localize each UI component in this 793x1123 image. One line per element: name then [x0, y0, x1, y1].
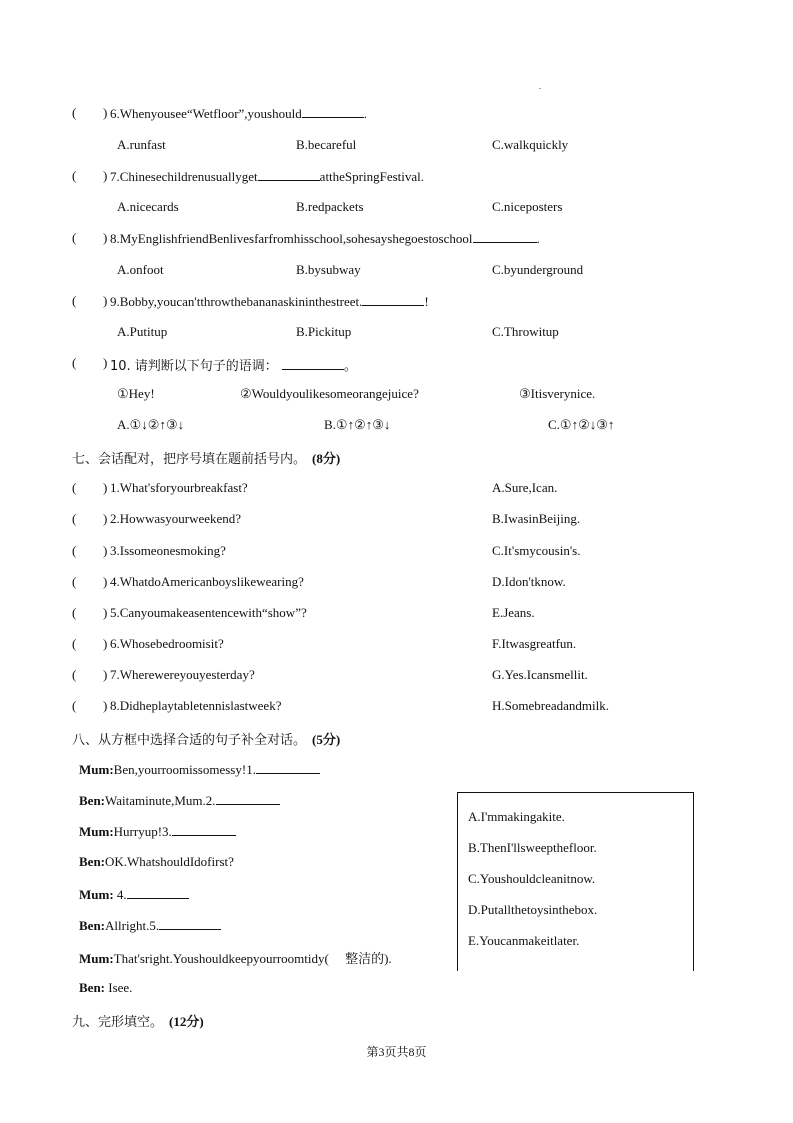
option-a: A.Putitup — [117, 324, 168, 339]
answer-paren-open[interactable]: ( — [72, 605, 77, 620]
answer-paren-close: ) — [103, 667, 108, 682]
dialogue-line — [79, 854, 234, 870]
speaker-label: Mum: — [79, 951, 114, 966]
answer-paren-close: ) — [103, 480, 108, 495]
answer-blank[interactable] — [258, 168, 320, 181]
matching-answer: B.IwasinBeijing. — [492, 511, 581, 526]
answer-paren-close: ) — [103, 574, 108, 589]
speaker-label: Mum: — [79, 762, 114, 777]
matching-question: 7.Wherewereyouyesterday? — [110, 667, 255, 682]
answer-blank[interactable] — [473, 230, 537, 243]
stem-tail: attheSpringFestival. — [319, 169, 425, 184]
answer-paren-open[interactable]: ( — [72, 574, 77, 589]
answer-blank[interactable] — [159, 917, 221, 930]
option-a: A.①↓②↑③↓ — [117, 417, 185, 432]
option-b: B.becareful — [296, 137, 357, 152]
answer-blank[interactable] — [216, 792, 280, 805]
answer-paren-close: ) — [103, 698, 108, 713]
dialogue-line — [79, 917, 221, 934]
sentence-2: ②Wouldyoulikesomeorangejuice? — [240, 386, 419, 401]
question-stem — [110, 293, 429, 310]
box-option-d: D.Putallthetoysinthebox. — [468, 902, 598, 917]
answer-paren-close: ) — [103, 605, 108, 620]
stem-text: 10. 请判断以下句子的语调： — [110, 359, 278, 374]
section-8-heading — [72, 729, 340, 748]
question-stem — [110, 230, 540, 247]
option-c: C.byunderground — [492, 262, 584, 277]
speaker-label: Ben: — [79, 918, 105, 933]
stem-tail: ! — [424, 294, 429, 309]
answer-paren-close: ) — [103, 543, 108, 558]
box-option-e: E.Youcanmakeitlater. — [468, 933, 580, 948]
matching-answer: G.Yes.Icansmellit. — [492, 667, 588, 682]
answer-paren-open[interactable]: ( — [72, 168, 77, 183]
box-option-b: B.ThenI'llsweepthefloor. — [468, 840, 597, 855]
speaker-label: Mum: — [79, 824, 114, 839]
dialogue-line — [79, 761, 320, 778]
answer-blank[interactable] — [362, 293, 424, 306]
option-c: C.walkquickly — [492, 137, 569, 152]
answer-paren-close: ) — [103, 293, 108, 308]
sentence-1: ①Hey! — [117, 386, 155, 401]
matching-question: 1.What'sforyourbreakfast? — [110, 480, 248, 495]
option-b: B.①↑②↑③↓ — [324, 417, 391, 432]
option-box — [457, 792, 694, 971]
option-a: A.onfoot — [117, 262, 164, 277]
answer-blank[interactable] — [256, 761, 320, 774]
answer-paren-open[interactable]: ( — [72, 698, 77, 713]
answer-paren-open[interactable]: ( — [72, 230, 77, 245]
section-9-heading — [72, 1011, 204, 1030]
answer-paren-open[interactable]: ( — [72, 293, 77, 308]
page-footer: 第3页共8页 — [366, 1045, 427, 1059]
section-score: (8分) — [312, 451, 341, 466]
dialogue-line — [79, 823, 236, 840]
stem-tail: . — [536, 231, 540, 246]
question-stem — [110, 105, 367, 122]
stem-tail: . — [363, 106, 367, 121]
answer-paren-open[interactable]: ( — [72, 543, 77, 558]
answer-paren-open[interactable]: ( — [72, 105, 77, 120]
stem-text: 8.MyEnglishfriendBenlivesfarfromhisschool,sohesayshegoestoschool — [110, 231, 473, 246]
answer-paren-close: ) — [103, 636, 108, 651]
sentence-3: ③Itisverynice. — [519, 386, 596, 401]
matching-answer: D.Idon'tknow. — [492, 574, 566, 589]
option-c: C.①↑②↓③↑ — [548, 417, 615, 432]
box-option-a: A.I'mmakingakite. — [468, 809, 565, 824]
stem-tail: 。 — [343, 359, 357, 374]
option-b: B.Pickitup — [296, 324, 352, 339]
section-title: 七、会话配对，把序号填在题前括号内。 — [72, 452, 307, 467]
matching-question: 2.Howwasyourweekend? — [110, 511, 242, 526]
question-stem — [110, 168, 424, 185]
matching-answer: F.Itwasgreatfun. — [492, 636, 577, 651]
option-b: B.redpackets — [296, 199, 364, 214]
option-a: A.nicecards — [117, 199, 179, 214]
answer-paren-open[interactable]: ( — [72, 511, 77, 526]
section-7-heading — [72, 448, 340, 467]
dialogue-text: Hurryup!3. — [113, 824, 172, 839]
dialogue-text: Allright.5. — [105, 918, 160, 933]
dialogue-text: That'sright.Youshouldkeepyourroomtidy( 整洁的). — [113, 951, 392, 966]
matching-question: 5.Canyoumakeasentencewith“show”? — [110, 605, 307, 620]
answer-paren-close: ) — [103, 168, 108, 183]
option-b: B.bysubway — [296, 262, 361, 277]
answer-paren-close: ) — [103, 355, 108, 370]
answer-paren-open[interactable]: ( — [72, 355, 77, 370]
answer-paren-close: ) — [103, 105, 108, 120]
stem-text: 7.Chinesechildrenusuallyget — [110, 169, 258, 184]
dialogue-line — [79, 980, 132, 996]
stem-text: 9.Bobby,youcan'tthrowthebananaskininthestreet. — [110, 294, 363, 309]
stray-dot: . — [539, 82, 541, 91]
speaker-label: Mum: — [79, 887, 114, 902]
speaker-label: Ben: — [79, 793, 105, 808]
matching-question: 4.WhatdoAmericanboyslikewearing? — [110, 574, 304, 589]
matching-answer: C.It'smycousin's. — [492, 543, 581, 558]
section-title: 九、完形填空。 — [72, 1015, 164, 1030]
section-title: 八、从方框中选择合适的句子补全对话。 — [72, 733, 307, 748]
answer-blank[interactable] — [282, 357, 344, 370]
answer-paren-close: ) — [103, 511, 108, 526]
dialogue-line — [79, 886, 189, 903]
box-option-c: C.Youshouldcleanitnow. — [468, 871, 596, 886]
matching-answer: H.Somebreadandmilk. — [492, 698, 609, 713]
section-score: (5分) — [312, 732, 341, 747]
answer-blank[interactable] — [172, 823, 236, 836]
dialogue-text: Ben,yourroomissomessy!1. — [113, 762, 256, 777]
option-a: A.runfast — [117, 137, 166, 152]
dialogue-line — [79, 792, 280, 809]
section-score: (12分) — [169, 1014, 204, 1029]
stem-text: 6.Whenyousee“Wetfloor”,youshould — [110, 106, 302, 121]
speaker-label: Ben: — [79, 980, 105, 995]
answer-blank[interactable] — [127, 886, 189, 899]
answer-paren-open[interactable]: ( — [72, 636, 77, 651]
option-c: C.niceposters — [492, 199, 563, 214]
matching-question: 6.Whosebedroomisit? — [110, 636, 224, 651]
matching-question: 8.Didheplaytabletennislastweek? — [110, 698, 282, 713]
dialogue-text: Waitaminute,Mum.2. — [105, 793, 216, 808]
matching-answer: A.Sure,Ican. — [492, 480, 558, 495]
answer-paren-open[interactable]: ( — [72, 480, 77, 495]
matching-answer: E.Jeans. — [492, 605, 535, 620]
dialogue-text: 4. — [113, 887, 127, 902]
answer-paren-close: ) — [103, 230, 108, 245]
answer-blank[interactable] — [302, 105, 364, 118]
answer-paren-open[interactable]: ( — [72, 667, 77, 682]
speaker-label: Ben: — [79, 854, 105, 869]
dialogue-text: OK.WhatshouldIdofirst? — [105, 854, 234, 869]
question-stem — [110, 355, 357, 374]
option-c: C.Throwitup — [492, 324, 559, 339]
matching-question: 3.Issomeonesmoking? — [110, 543, 226, 558]
dialogue-line — [79, 948, 392, 967]
dialogue-text: Isee. — [105, 980, 133, 995]
